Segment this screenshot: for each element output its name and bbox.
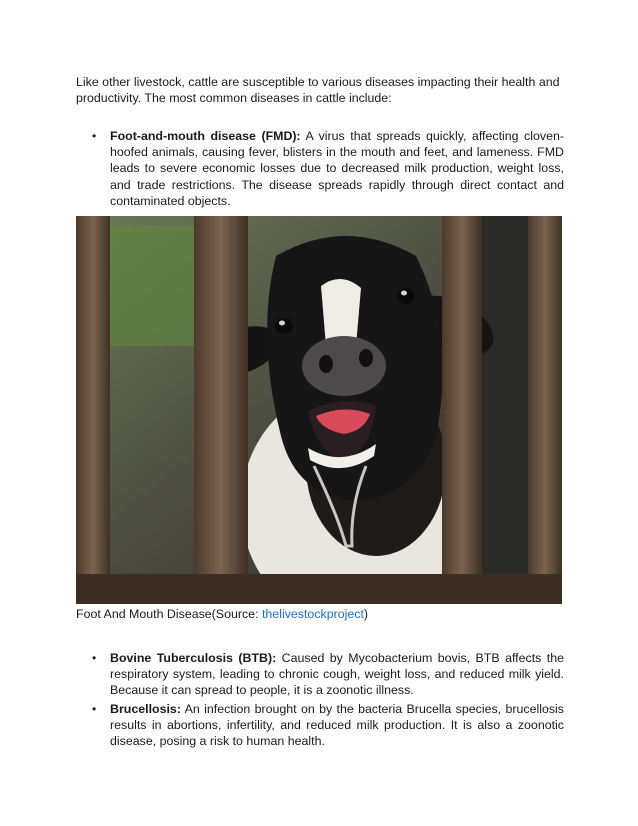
term-btb: Bovine Tuberculosis (BTB): bbox=[110, 651, 277, 665]
caption-close: ) bbox=[363, 607, 369, 621]
caption-text: Foot And Mouth Disease(Source: bbox=[76, 607, 262, 621]
disease-list-top bbox=[76, 128, 564, 211]
list-item-btb bbox=[76, 650, 564, 699]
bullet-icon: • bbox=[92, 651, 97, 665]
desc-btb: Caused by Mycobacterium bovis, BTB affects the respiratory system, leading to chronic cough, weight loss, and reduced milk yield. Because it can spread to people, it is a zoonotic illness. bbox=[110, 651, 564, 698]
intro-paragraph: Like other livestock, cattle are susceptible to various diseases impacting their health and productivity. The most common diseases in cattle include: bbox=[76, 75, 560, 106]
bullet-icon: • bbox=[92, 701, 97, 716]
desc-fmd: A virus that spreads quickly, affecting cloven-hoofed animals, causing fever, blisters in the mouth and feet, and lameness. FMD leads to severe economic losses due to decreased milk production, weight loss, and trade restrictions. The disease spreads rapidly through direct contact and contaminated objects. bbox=[110, 129, 565, 208]
cow-illustration bbox=[76, 216, 562, 604]
desc-brucellosis: An infection brought on by the bacteria Brucella species, brucellosis results in abortions, infertility, and reduced milk production. It is also a zoonotic disease, posing a risk to human health. bbox=[110, 701, 564, 749]
source-link[interactable]: thelivestockproject bbox=[261, 607, 364, 621]
bullet-icon: • bbox=[92, 129, 97, 143]
fmd-cow-photo bbox=[76, 216, 562, 604]
disease-list-bottom bbox=[76, 650, 564, 751]
term-brucellosis: Brucellosis: bbox=[110, 701, 181, 716]
term-fmd: Foot-and-mouth disease (FMD): bbox=[110, 129, 301, 143]
figure-caption bbox=[76, 606, 368, 622]
list-item-brucellosis bbox=[76, 701, 564, 750]
list-item-fmd bbox=[76, 128, 564, 209]
